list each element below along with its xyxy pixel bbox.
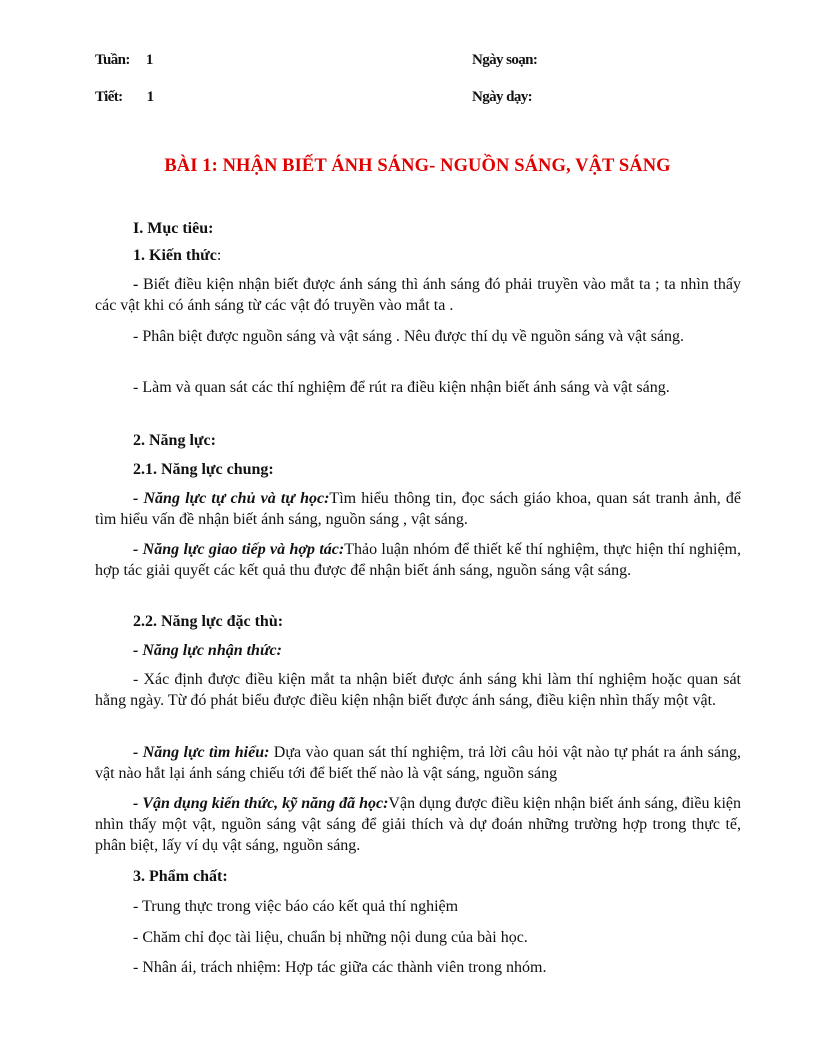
cognition-paragraph: - Xác định được điều kiện mắt ta nhận biết được ánh sáng khi làm thí nghiệm hoặc quan sát hằng ngày. Từ đó phát biểu được điều kiện nhận biết được ánh sáng, điều kiện nhìn thấy một vật. [95,671,741,709]
application-text: Vận dụng được điều kiện nhận biết ánh sáng, điều kiện nhìn thấy một vật, nguồn sáng vật sáng để giải thích và dự đoán những trường hợp trong thực tế, phân biệt, lấy ví dụ vật sáng, nguồn sáng. [95,795,742,854]
prepared-date-label: Ngày soạn: [472,52,538,68]
application-paragraph [95,793,741,856]
period-value: 1 [146,89,154,105]
specific-competence-heading: 2.2. Năng lực đặc thù: [133,613,284,630]
self-study-paragraph [95,488,741,530]
inquiry-text: Dựa vào quan sát thí nghiệm, trả lời câu hỏi vật nào tự phát ra ánh sáng, vật nào hắt lại ánh sáng chiếu tới để biết thế nào là vật sáng, nguồn sáng [95,744,742,782]
knowledge-item-1-dash: - [133,276,143,293]
knowledge-heading: 1. Kiến thức [133,247,217,264]
knowledge-item-1-text: Biết điều kiện nhận biết được ánh sáng thì ánh sáng đó phải truyền vào mắt ta ; ta nhìn thấy các vật khi có ánh sáng từ các vật đó truyền vào mắt ta . [95,276,741,314]
inquiry-label: - Năng lực tìm hiểu: [133,744,270,761]
qualities-item-1: - Trung thực trong việc báo cáo kết quả thí nghiệm [133,898,459,915]
competence-heading: 2. Năng lực: [133,432,216,449]
taught-date-label: Ngày dạy: [472,89,533,105]
communication-paragraph [95,539,741,581]
qualities-item-2: - Chăm chỉ đọc tài liệu, chuẩn bị những nội dung của bài học. [133,929,528,946]
week-label: Tuần: [95,52,130,68]
period-label: Tiết: [95,89,123,105]
general-competence-heading: 2.1. Năng lực chung: [133,461,274,478]
qualities-item-3: - Nhân ái, trách nhiệm: Hợp tác giữa các thành viên trong nhóm. [133,959,547,976]
knowledge-item-1 [95,274,741,316]
inquiry-paragraph [95,742,741,784]
week-value: 1 [145,52,153,68]
lesson-title: BÀI 1: NHẬN BIẾT ÁNH SÁNG- NGUỒN SÁNG, VẬT SÁNG [164,156,671,176]
knowledge-item-2: - Phân biệt được nguồn sáng và vật sáng . Nêu được thí dụ về nguồn sáng và vật sáng. [133,328,685,345]
objectives-heading: I. Mục tiêu: [133,220,214,237]
knowledge-colon: : [216,247,222,264]
week-field [95,52,153,69]
period-field [95,89,153,106]
knowledge-item-3: - Làm và quan sát các thí nghiệm để rút ra điều kiện nhận biết ánh sáng và vật sáng. [133,379,670,396]
application-label: - Vận dụng kiến thức, kỹ năng đã học: [133,795,389,812]
self-study-text: Tìm hiểu thông tin, đọc sách giáo khoa, quan sát tranh ảnh, để tìm hiểu vấn đề nhận biết ánh sáng, nguồn sáng , vật sáng. [95,490,741,528]
qualities-heading: 3. Phẩm chất: [133,868,228,885]
cognition-label: - Năng lực nhận thức: [133,642,282,659]
communication-text: Thảo luận nhóm để thiết kế thí nghiệm, thực hiện thí nghiệm, hợp tác giải quyết các kết quả thu được để nhận biết ánh sáng, nguồn sáng vật sáng. [95,541,741,579]
self-study-label: - Năng lực tự chủ và tự học: [133,490,330,507]
knowledge-heading-line [133,245,221,266]
communication-label: - Năng lực giao tiếp và hợp tác: [133,541,345,558]
